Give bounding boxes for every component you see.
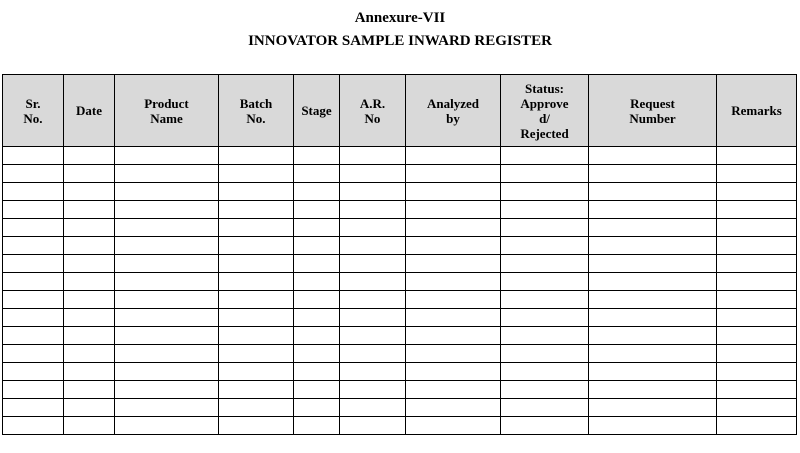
table-cell: [501, 417, 589, 435]
col-header-ar-no: A.R. No: [340, 75, 406, 147]
table-cell: [501, 201, 589, 219]
table-cell: [589, 183, 717, 201]
col-header-status: Status: Approve d/ Rejected: [501, 75, 589, 147]
table-cell: [115, 327, 219, 345]
table-cell: [406, 417, 501, 435]
table-cell: [115, 309, 219, 327]
table-cell: [406, 237, 501, 255]
table-cell: [501, 219, 589, 237]
table-cell: [115, 219, 219, 237]
table-cell: [64, 237, 115, 255]
table-cell: [340, 381, 406, 399]
table-cell: [3, 219, 64, 237]
table-cell: [340, 327, 406, 345]
table-cell: [501, 237, 589, 255]
table-row: [3, 255, 797, 273]
table-row: [3, 237, 797, 255]
table-row: [3, 381, 797, 399]
table-cell: [717, 165, 797, 183]
col-header-batch-no: Batch No.: [219, 75, 294, 147]
table-cell: [3, 183, 64, 201]
table-cell: [589, 237, 717, 255]
table-cell: [406, 165, 501, 183]
table-cell: [64, 147, 115, 165]
table-cell: [340, 273, 406, 291]
table-cell: [340, 345, 406, 363]
table-cell: [115, 291, 219, 309]
table-cell: [340, 183, 406, 201]
table-cell: [294, 363, 340, 381]
table-cell: [294, 417, 340, 435]
table-cell: [717, 183, 797, 201]
table-cell: [501, 255, 589, 273]
table-cell: [717, 147, 797, 165]
table-row: [3, 327, 797, 345]
table-cell: [406, 363, 501, 381]
table-cell: [717, 363, 797, 381]
table-cell: [294, 381, 340, 399]
table-cell: [219, 237, 294, 255]
table-cell: [115, 381, 219, 399]
col-header-sr-no: Sr. No.: [3, 75, 64, 147]
table-cell: [294, 219, 340, 237]
table-cell: [219, 165, 294, 183]
table-cell: [294, 201, 340, 219]
table-cell: [219, 219, 294, 237]
table-cell: [717, 417, 797, 435]
table-row: [3, 165, 797, 183]
table-cell: [115, 345, 219, 363]
table-cell: [3, 309, 64, 327]
table-cell: [294, 345, 340, 363]
table-cell: [501, 345, 589, 363]
table-cell: [589, 255, 717, 273]
col-header-request-number: Request Number: [589, 75, 717, 147]
table-cell: [340, 417, 406, 435]
table-cell: [406, 327, 501, 345]
table-cell: [717, 345, 797, 363]
table-cell: [115, 417, 219, 435]
table-cell: [589, 201, 717, 219]
table-cell: [340, 363, 406, 381]
table-cell: [406, 381, 501, 399]
col-header-stage: Stage: [294, 75, 340, 147]
table-cell: [501, 399, 589, 417]
table-cell: [589, 309, 717, 327]
table-cell: [3, 327, 64, 345]
table-cell: [501, 165, 589, 183]
table-cell: [3, 273, 64, 291]
table-cell: [219, 309, 294, 327]
table-row: [3, 183, 797, 201]
col-header-remarks: Remarks: [717, 75, 797, 147]
table-cell: [501, 273, 589, 291]
table-cell: [589, 147, 717, 165]
table-cell: [219, 183, 294, 201]
table-cell: [219, 201, 294, 219]
table-cell: [589, 219, 717, 237]
table-cell: [717, 309, 797, 327]
table-cell: [340, 309, 406, 327]
table-cell: [3, 255, 64, 273]
table-cell: [340, 147, 406, 165]
table-cell: [115, 183, 219, 201]
table-cell: [589, 273, 717, 291]
table-cell: [501, 291, 589, 309]
table-cell: [3, 345, 64, 363]
table-cell: [294, 183, 340, 201]
table-cell: [340, 165, 406, 183]
table-cell: [406, 273, 501, 291]
table-row: [3, 309, 797, 327]
table-cell: [64, 165, 115, 183]
table-cell: [3, 363, 64, 381]
table-cell: [3, 399, 64, 417]
table-cell: [589, 291, 717, 309]
table-cell: [219, 291, 294, 309]
register-body: [3, 147, 797, 435]
table-cell: [3, 417, 64, 435]
table-row: [3, 345, 797, 363]
table-cell: [501, 363, 589, 381]
table-cell: [589, 363, 717, 381]
table-row: [3, 399, 797, 417]
table-cell: [340, 201, 406, 219]
table-cell: [294, 309, 340, 327]
table-cell: [717, 291, 797, 309]
table-cell: [219, 381, 294, 399]
table-cell: [219, 327, 294, 345]
table-cell: [294, 165, 340, 183]
table-cell: [219, 147, 294, 165]
table-cell: [717, 237, 797, 255]
header-row: [3, 75, 797, 147]
table-cell: [219, 363, 294, 381]
table-cell: [406, 183, 501, 201]
table-cell: [501, 381, 589, 399]
table-cell: [3, 147, 64, 165]
table-row: [3, 201, 797, 219]
table-cell: [717, 219, 797, 237]
table-cell: [717, 381, 797, 399]
table-cell: [64, 309, 115, 327]
table-cell: [340, 237, 406, 255]
table-cell: [501, 309, 589, 327]
table-cell: [64, 291, 115, 309]
table-cell: [294, 399, 340, 417]
col-header-date: Date: [64, 75, 115, 147]
table-cell: [294, 291, 340, 309]
table-cell: [64, 381, 115, 399]
table-cell: [64, 363, 115, 381]
table-cell: [294, 147, 340, 165]
table-cell: [64, 273, 115, 291]
table-cell: [115, 147, 219, 165]
col-header-product-name: Product Name: [115, 75, 219, 147]
table-cell: [717, 201, 797, 219]
table-cell: [115, 363, 219, 381]
table-cell: [64, 183, 115, 201]
table-cell: [115, 237, 219, 255]
table-cell: [294, 237, 340, 255]
table-cell: [294, 255, 340, 273]
table-cell: [340, 255, 406, 273]
table-cell: [64, 345, 115, 363]
table-cell: [115, 165, 219, 183]
table-cell: [115, 201, 219, 219]
table-cell: [64, 255, 115, 273]
table-row: [3, 147, 797, 165]
table-cell: [3, 165, 64, 183]
table-cell: [717, 399, 797, 417]
table-cell: [219, 273, 294, 291]
table-cell: [294, 273, 340, 291]
table-cell: [501, 183, 589, 201]
table-cell: [501, 327, 589, 345]
table-cell: [219, 255, 294, 273]
table-cell: [406, 147, 501, 165]
table-cell: [589, 345, 717, 363]
table-cell: [3, 201, 64, 219]
table-cell: [340, 219, 406, 237]
table-row: [3, 363, 797, 381]
table-cell: [406, 219, 501, 237]
table-cell: [589, 165, 717, 183]
table-cell: [340, 291, 406, 309]
table-cell: [406, 201, 501, 219]
table-row: [3, 273, 797, 291]
table-cell: [589, 327, 717, 345]
col-header-analyzed-by: Analyzed by: [406, 75, 501, 147]
table-cell: [3, 291, 64, 309]
table-cell: [406, 291, 501, 309]
table-cell: [3, 237, 64, 255]
table-cell: [589, 381, 717, 399]
table-cell: [219, 345, 294, 363]
table-cell: [219, 417, 294, 435]
table-row: [3, 417, 797, 435]
table-cell: [717, 273, 797, 291]
table-cell: [115, 255, 219, 273]
table-cell: [406, 309, 501, 327]
table-cell: [115, 273, 219, 291]
table-cell: [64, 201, 115, 219]
table-cell: [589, 399, 717, 417]
table-cell: [64, 219, 115, 237]
table-cell: [717, 327, 797, 345]
table-cell: [717, 255, 797, 273]
inward-register-table: [2, 74, 797, 435]
table-cell: [115, 399, 219, 417]
table-cell: [64, 417, 115, 435]
table-row: [3, 219, 797, 237]
table-cell: [501, 147, 589, 165]
table-cell: [64, 327, 115, 345]
table-cell: [3, 381, 64, 399]
table-cell: [340, 399, 406, 417]
annexure-label: Annexure-VII: [354, 10, 446, 26]
table-cell: [219, 399, 294, 417]
table-cell: [406, 345, 501, 363]
table-cell: [589, 417, 717, 435]
table-row: [3, 291, 797, 309]
table-cell: [406, 255, 501, 273]
table-cell: [294, 327, 340, 345]
table-cell: [64, 399, 115, 417]
table-cell: [406, 399, 501, 417]
register-title: INNOVATOR SAMPLE INWARD REGISTER: [248, 33, 552, 49]
